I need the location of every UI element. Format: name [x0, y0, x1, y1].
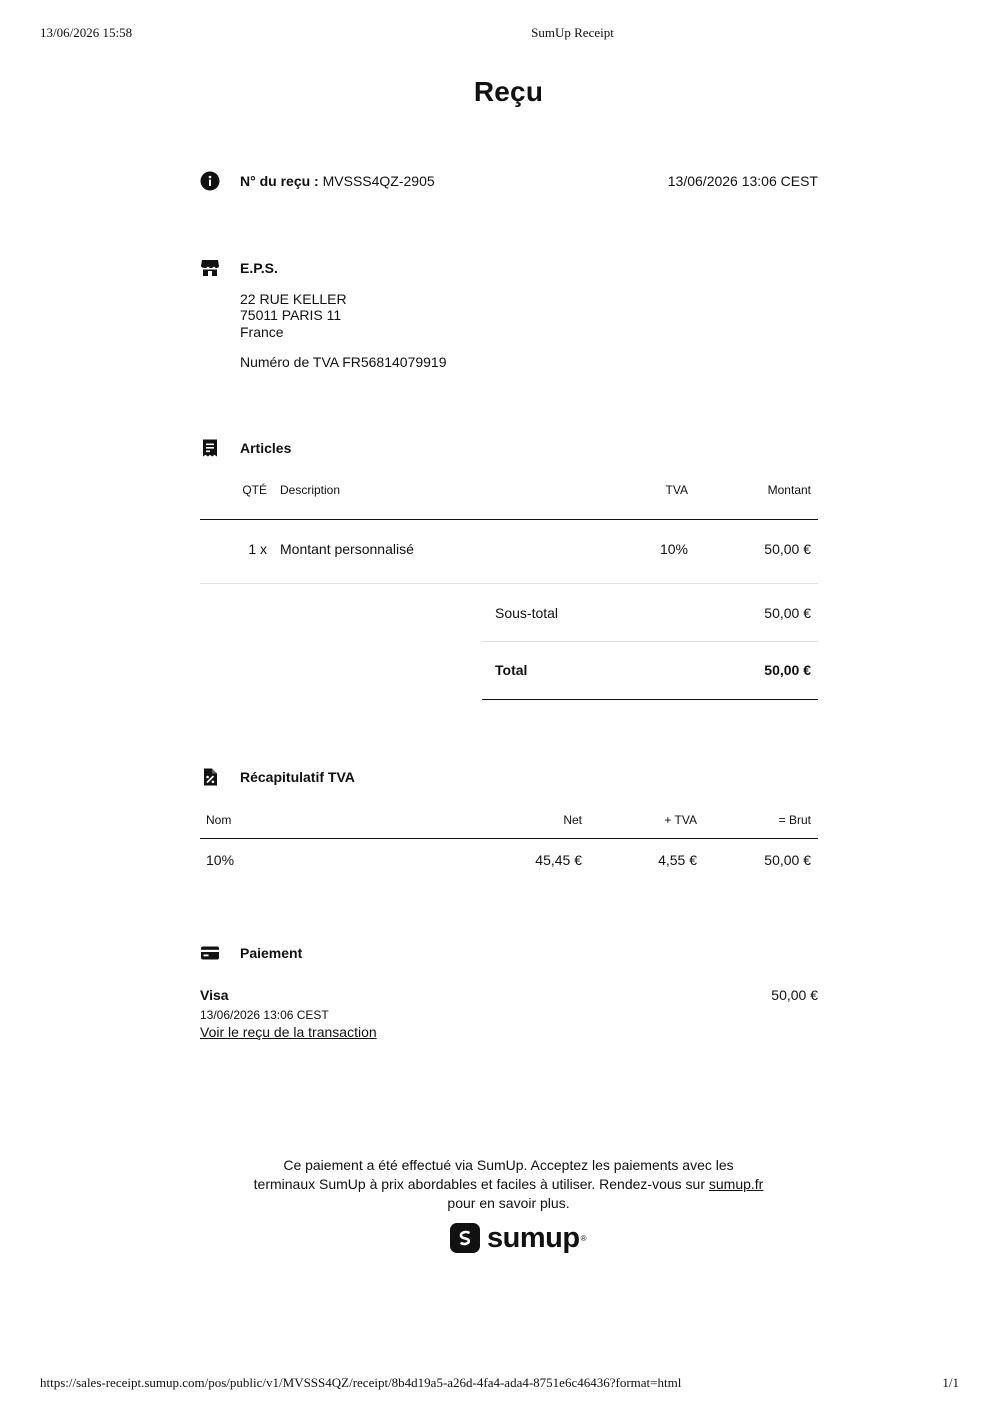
- articles-header-amount: Montant: [767, 483, 811, 497]
- transaction-receipt-link[interactable]: [200, 1024, 377, 1040]
- footer-line1: Ce paiement a été effectué via SumUp. Acceptez les paiements avec les: [283, 1157, 734, 1173]
- merchant-name: E.P.S.: [240, 260, 278, 276]
- articles-header-vat: TVA: [665, 483, 688, 497]
- receipt-number: [240, 173, 435, 189]
- vat-header-divider: [200, 838, 818, 839]
- subtotal-label: Sous-total: [495, 605, 559, 621]
- articles-title: Articles: [240, 440, 292, 456]
- subtotal-value: 50,00 €: [764, 605, 811, 621]
- sumup-logo-reg: ®: [580, 1233, 587, 1243]
- articles-header-qty: QTÉ: [242, 483, 267, 497]
- receipt-datetime: 13/06/2026 13:06 CEST: [667, 173, 818, 189]
- vat-header-vat: + TVA: [664, 813, 697, 827]
- merchant-address-line1: 22 RUE KELLER: [240, 291, 347, 307]
- sumup-link[interactable]: sumup.fr: [708, 1176, 764, 1192]
- article-vat: 10%: [659, 541, 688, 557]
- article-description: Montant personnalisé: [280, 541, 414, 557]
- transaction-receipt-link-text[interactable]: Voir le reçu de la transaction: [200, 1024, 377, 1040]
- sumup-logo-mark: [450, 1223, 480, 1253]
- total-label: Total: [495, 662, 528, 678]
- store-icon: [200, 258, 220, 278]
- merchant-address-line2: 75011 PARIS 11: [240, 307, 342, 323]
- article-amount: 50,00 €: [764, 541, 811, 557]
- payment-title: Paiement: [240, 945, 303, 961]
- receipt-number-label: N° du reçu :: [240, 173, 319, 189]
- total-value: 50,00 €: [764, 662, 811, 678]
- receipt-number-value: MVSSS4QZ-2905: [322, 173, 435, 189]
- sumup-logo-text: sumup: [487, 1222, 580, 1254]
- payment-method: Visa: [200, 987, 229, 1003]
- page-title: Reçu: [473, 76, 544, 107]
- vat-row-net: 45,45 €: [535, 852, 582, 868]
- footer-line2: [240, 1175, 777, 1194]
- print-url: https://sales-receipt.sumup.com/pos/public/v1/MVSSS4QZ/receipt/8b4d19a5-a26d-4fa4-ada4-8751e6c46436?format=html: [40, 1375, 682, 1390]
- percent-document-icon: [200, 767, 220, 787]
- subtotal-divider: [482, 641, 818, 642]
- info-icon: [200, 171, 220, 191]
- footer-note: [240, 1156, 777, 1213]
- total-divider: [482, 699, 818, 700]
- vat-header-name: Nom: [206, 813, 232, 827]
- sumup-logo: [450, 1222, 586, 1254]
- print-title: SumUp Receipt: [531, 25, 614, 40]
- payment-amount: 50,00 €: [771, 987, 818, 1003]
- article-qty: 1 x: [248, 541, 267, 557]
- articles-header-divider: [200, 519, 818, 520]
- footer-line2-text: terminaux SumUp à prix abordables et faciles à utiliser. Rendez-vous sur: [253, 1176, 709, 1192]
- receipt-icon: [200, 438, 220, 458]
- footer-line3: pour en savoir plus.: [447, 1195, 570, 1211]
- merchant-vat-number: Numéro de TVA FR56814079919: [240, 354, 447, 370]
- vat-row-gross: 50,00 €: [764, 852, 811, 868]
- card-icon: [200, 943, 220, 963]
- print-page-number: 1/1: [942, 1375, 959, 1390]
- vat-header-net: Net: [563, 813, 582, 827]
- merchant-country: France: [240, 324, 284, 340]
- vat-row-vat: 4,55 €: [658, 852, 697, 868]
- row-divider: [200, 583, 818, 584]
- articles-header-description: Description: [280, 483, 341, 497]
- vat-row-name: 10%: [206, 852, 235, 868]
- vat-summary-title: Récapitulatif TVA: [240, 769, 355, 785]
- vat-header-gross: = Brut: [778, 813, 811, 827]
- payment-datetime: 13/06/2026 13:06 CEST: [200, 1008, 329, 1022]
- print-datetime: 13/06/2026 15:58: [40, 25, 133, 40]
